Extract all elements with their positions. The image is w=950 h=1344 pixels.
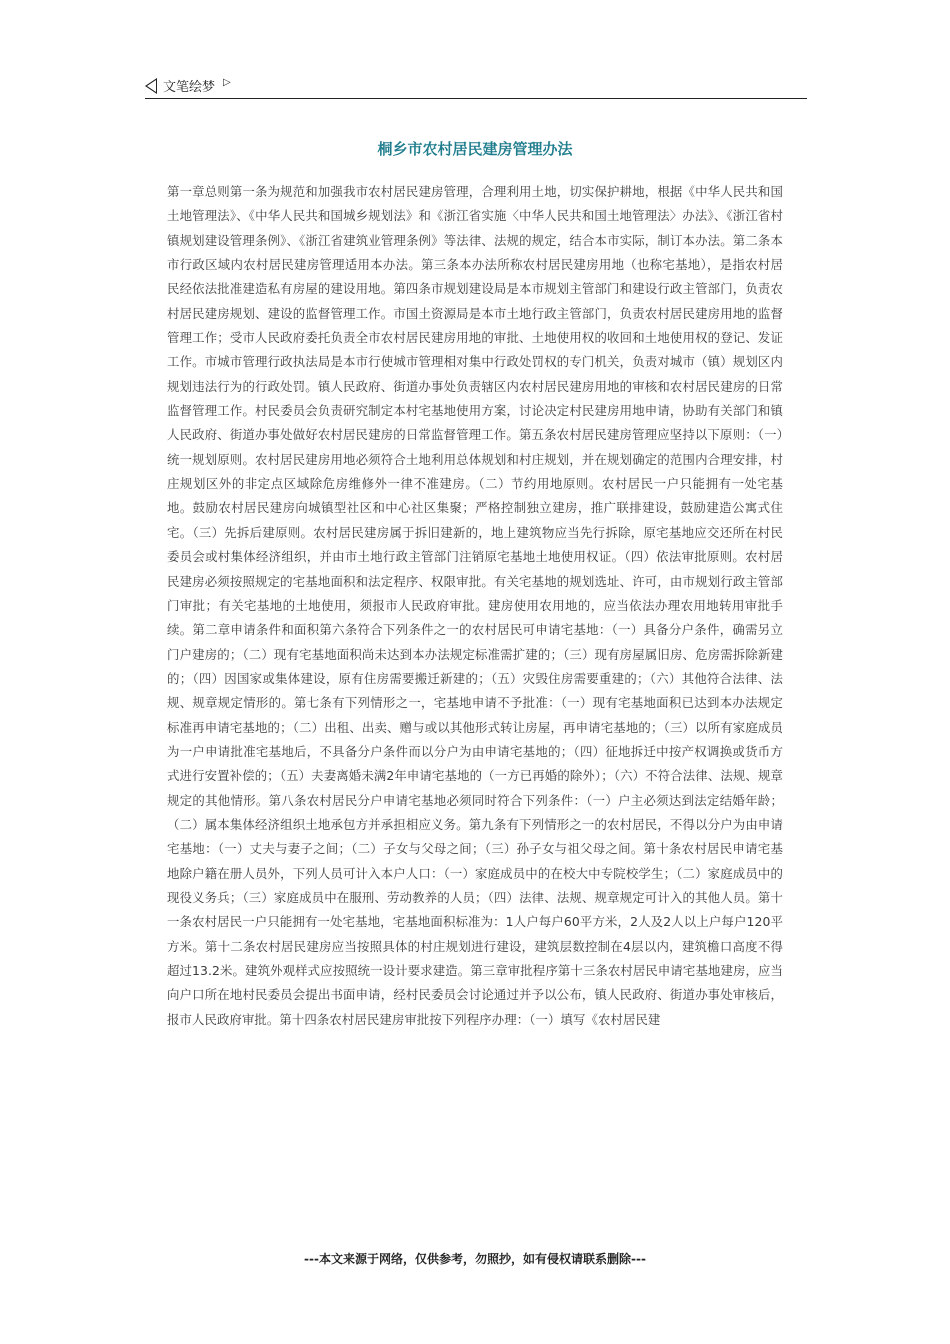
brand-name: 文笔绘梦	[163, 80, 216, 95]
document-body: 第一章总则第一条为规范和加强我市农村居民建房管理，合理利用土地，切实保护耕地，根据《中华人民共和国土地管理法》、《中华人民共和国城乡规划法》和《浙江省实施〈中华人民共和国土地管理法〉办法》、《浙江省村镇规划建设管理条例》、《浙江省建筑业管理条例》等法律、法规的规定，结合本市实际，制订本办法。第二条本市行政区域内农村居民建房管理适用本办法。第三条本办法所称农村居民建房用地（也称宅基地），是指农村居民经依法批准建造私有房屋的建设用地。第四条市规划建设局是本市规划主管部门和建设行政主管部门，负责农村居民建房规划、建设的监督管理工作。市国土资源局是本市土地行政主管部门，负责农村居民建房用地的监督管理工作；受市人民政府委托负责全市农村居民建房用地的审批、土地使用权的收回和土地使用权的登记、发证工作。市城市管理行政执法局是本市行使城市管理相对集中行政处罚权的专门机关，负责对城市（镇）规划区内规划违法行为的行政处罚。镇人民政府、街道办事处负责辖区内农村居民建房用地的审核和农村居民建房的日常监督管理工作。村民委员会负责研究制定本村宅基地使用方案，讨论决定村民建房用地申请，协助有关部门和镇人民政府、街道办事处做好农村居民建房的日常监督管理工作。第五条农村居民建房管理应坚持以下原则：（一）统一规划原则。农村居民建房用地必须符合土地利用总体规划和村庄规划，并在规划确定的范围内合理安排，村庄规划区外的非定点区域除危房维修外一律不准建房。（二）节约用地原则。农村居民一户只能拥有一处宅基地。鼓励农村居民建房向城镇型社区和中心社区集聚；严格控制独立建房，推广联排建设，鼓励建造公寓式住宅。（三）先拆后建原则。农村居民建房属于拆旧建新的，地上建筑物应当先行拆除，原宅基地应交还所在村民委员会或村集体经济组织，并由市土地行政主管部门注销原宅基地土地使用权证。（四）依法审批原则。农村居民建房必须按照规定的宅基地面积和法定程序、权限审批。有关宅基地的规划选址、许可，由市规划行政主管部门审批；有关宅基地的土地使用，须报市人民政府审批。建房使用农用地的，应当依法办理农用地转用审批手续。第二章申请条件和面积第六条符合下列条件之一的农村居民可申请宅基地：（一）具备分户条件，确需另立门户建房的；（二）现有宅基地面积尚未达到本办法规定标准需扩建的；（三）现有房屋属旧房、危房需拆除新建的；（四）因国家或集体建设，原有住房需要搬迁新建的；（五）灾毁住房需要重建的；（六）其他符合法律、法规、规章规定情形的。第七条有下列情形之一，宅基地申请不予批准：（一）现有宅基地面积已达到本办法规定标准再申请宅基地的；（二）出租、出卖、赠与或以其他形式转让房屋，再申请宅基地的；（三）以所有家庭成员为一户申请批准宅基地后，不具备分户条件而以分户为由申请宅基地的；（四）征地拆迁中按产权调换或货币方式进行安置补偿的；（五）夫妻离婚未满2年申请宅基地的（一方已再婚的除外）；（六）不符合法律、法规、规章规定的其他情形。第八条农村居民分户申请宅基地必须同时符合下列条件：（一）户主必须达到法定结婚年龄；（二）属本集体经济组织土地承包方并承担相应义务。第九条有下列情形之一的农村居民，不得以分户为由申请宅基地：（一）丈夫与妻子之间；（二）子女与父母之间；（三）孙子女与祖父母之间。第十条农村居民申请宅基地除户籍在册人员外，下列人员可计入本户人口：（一）家庭成员中的在校大中专院校学生；（二）家庭成员中的现役义务兵；（三）家庭成员中在服刑、劳动教养的人员；（四）法律、法规、规章规定可计入的其他人员。第十一条农村居民一户只能拥有一处宅基地，宅基地面积标准为：1人户每户60平方米，2人及2人以上户每户120平方米。第十二条农村居民建房应当按照具体的村庄规划进行建设，建筑层数控制在4层以内，建筑檐口高度不得超过13.2米。建筑外观样式应按照统一设计要求建造。第三章审批程序第十三条农村居民申请宅基地建房，应当向户口所在地村民委员会提出书面申请，经村民委员会讨论通过并予以公布，镇人民政府、街道办事处审核后，报市人民政府审批。第十四条农村居民建房审批按下列程序办理：（一）填写《农村居民建	[167, 184, 783, 1027]
triangle-left-outline-icon	[145, 78, 157, 94]
brand	[145, 76, 231, 95]
document-title: 桐乡市农村居民建房管理办法	[377, 140, 573, 158]
triangle-right-small-icon: ▷	[223, 77, 231, 88]
page-header	[145, 72, 807, 99]
footer-notice: ---本文来源于网络，仅供参考，勿照抄，如有侵权请联系删除---	[304, 1252, 646, 1266]
